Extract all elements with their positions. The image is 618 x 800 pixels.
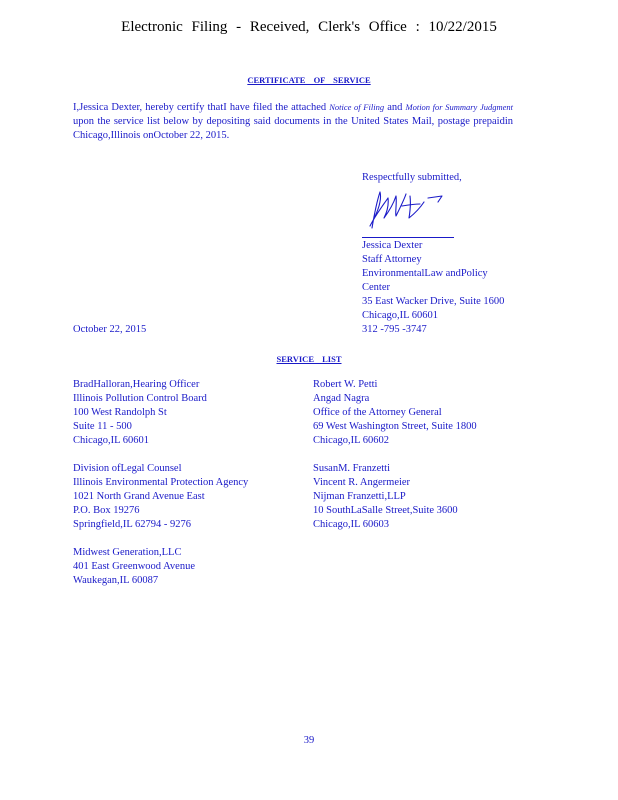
- signer-title: Staff Attorney: [362, 254, 422, 265]
- page-number: 39: [303, 735, 315, 746]
- certificate-paragraph: [73, 100, 513, 143]
- service-entry-nijman-franzetti: [313, 462, 458, 532]
- filing-header: Electronic Filing - Received, Clerk's Office : 10/22/2015: [121, 19, 497, 35]
- address-line: Nijman Franzetti,LLP: [313, 491, 406, 502]
- service-list-title: SERVICE LIST: [276, 354, 342, 364]
- signer-city: Chicago,IL 60601: [362, 310, 439, 321]
- address-line: Waukegan,IL 60087: [73, 575, 159, 586]
- address-line: P.O. Box 19276: [73, 505, 140, 516]
- address-line: Vincent R. Angermeier: [313, 477, 411, 488]
- para-and: and: [384, 102, 406, 113]
- address-line: Angad Nagra: [313, 393, 370, 404]
- address-line: BradHalloran,Hearing Officer: [73, 379, 200, 390]
- address-line: Suite 11 - 500: [73, 421, 132, 432]
- address-line: 69 West Washington Street, Suite 1800: [313, 421, 477, 432]
- address-line: Illinois Environmental Protection Agency: [73, 477, 249, 488]
- address-line: Robert W. Petti: [313, 379, 378, 390]
- service-entry-attorney-general: [313, 378, 477, 448]
- signature-block: [362, 239, 504, 337]
- para-text-2: upon the service list below by depositing said documents in the United States Mail, postage prepaidin Chicago,Illinois onOctober 22, 2015.: [73, 116, 513, 141]
- signing-date: October 22, 2015: [73, 324, 147, 335]
- para-text-1: I,Jessica Dexter, hereby certify thatI have filed the attached: [73, 102, 330, 113]
- address-line: Midwest Generation,LLC: [73, 547, 182, 558]
- handwritten-signature: [362, 186, 462, 236]
- address-line: 100 West Randolph St: [73, 407, 167, 418]
- address-line: Springfield,IL 62794 - 9276: [73, 519, 192, 530]
- signature-line: [362, 237, 454, 238]
- notice-of-filing-ref: Notice of Filing: [329, 102, 385, 112]
- address-line: SusanM. Franzetti: [313, 463, 390, 474]
- address-line: 1021 North Grand Avenue East: [73, 491, 205, 502]
- signer-org: EnvironmentalLaw andPolicy: [362, 268, 488, 279]
- service-entry-iepa: [73, 462, 248, 532]
- address-line: 401 East Greenwood Avenue: [73, 561, 195, 572]
- address-line: Chicago,IL 60602: [313, 435, 390, 446]
- address-line: Illinois Pollution Control Board: [73, 393, 207, 404]
- service-entry-hearing-officer: [73, 378, 207, 448]
- certificate-title: CERTIFICATE OF SERVICE: [247, 75, 371, 85]
- motion-ref: Motion for Summary Judgment: [405, 102, 513, 112]
- signer-phone: 312 -795 -3747: [362, 324, 427, 335]
- address-line: Division ofLegal Counsel: [73, 463, 182, 474]
- address-line: Chicago,IL 60601: [73, 435, 150, 446]
- service-entry-midwest-generation: [73, 546, 195, 588]
- signer-org-cont: Center: [362, 282, 390, 293]
- address-line: Chicago,IL 60603: [313, 519, 390, 530]
- address-line: Office of the Attorney General: [313, 407, 442, 418]
- closing-text: Respectfully submitted,: [362, 172, 462, 183]
- signer-street: 35 East Wacker Drive, Suite 1600: [362, 296, 505, 307]
- address-line: 10 SouthLaSalle Street,Suite 3600: [313, 505, 458, 516]
- signer-name: Jessica Dexter: [362, 240, 423, 251]
